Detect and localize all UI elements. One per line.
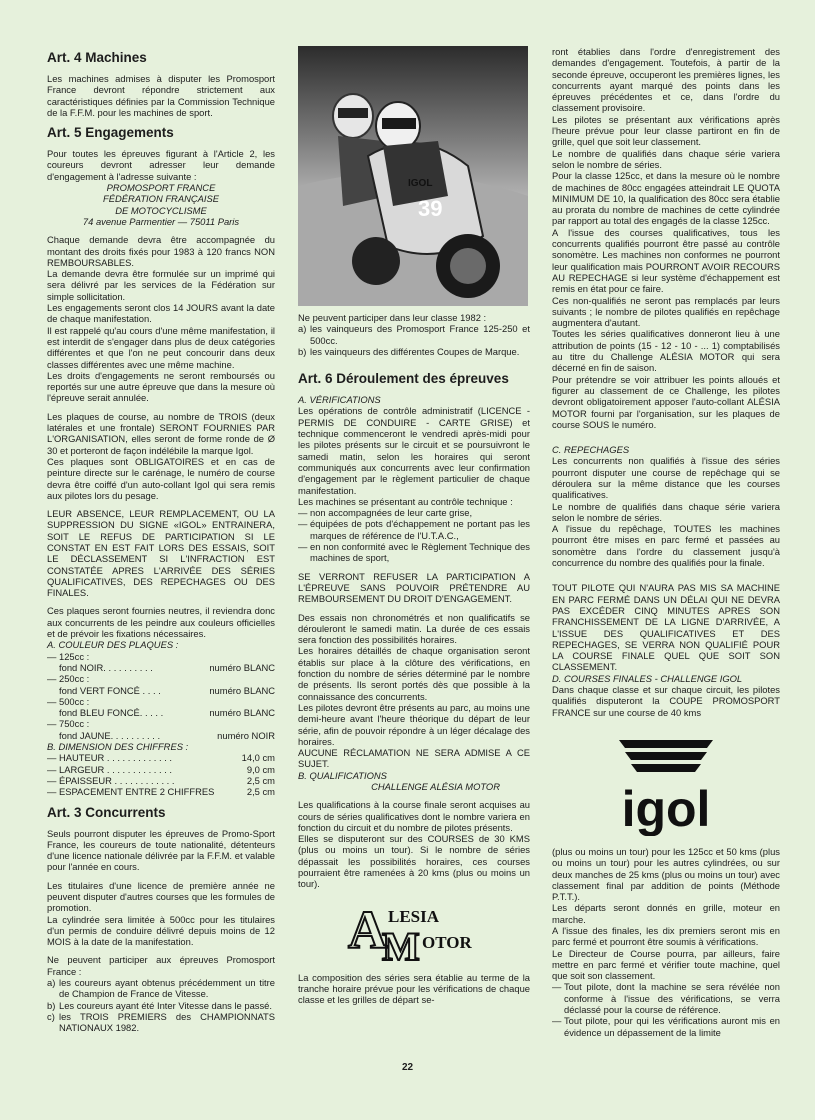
col3-c7: Toutes les séries qualificatives donneront lieu à une attribution de points (15 - 12 - 10 - ... 1) comptabilisés au titre du Challenge ALÉSIA MOTOR qui sera décerné en fin de saison. [552, 328, 780, 374]
art6-v2: Les machines se présentant au contrôle technique : [298, 495, 513, 507]
svg-text:igol: igol [621, 780, 711, 836]
art3-p2: Les titulaires d'une licence de première année ne peuvent disputer d'autres courses que les formules de promotion. [47, 879, 275, 914]
address-line: 74 avenue Parmentier — 75011 Paris [82, 215, 240, 227]
art6-q3: La composition des séries sera établie au terme de la tranche horaire prévue pour les vérifications de chaque classe et les grilles de départ se- [298, 971, 530, 1006]
dims-list [47, 752, 275, 797]
finals-list [552, 981, 780, 1037]
rep-title: C. REPECHAGES [552, 444, 630, 456]
dim-item: — HAUTEUR . . . . . . . . . . . . . 14,0 cm [47, 752, 275, 764]
col3-f3: Les départs seront donnés en grille, moteur en marche. [552, 902, 780, 925]
svg-text:OTOR: OTOR [422, 932, 472, 952]
col3-c5: A l'issue des courses qualificatives, tous les concurrents qualifiés pourront être passé au contrôle sonomètre. Les machines non conformes ne pourront leur qualification mais POURRONT AVOIR RECOURS AU REPECHAGE si leur système d'échappement est remis en état pour ce faire. [552, 226, 780, 295]
col3-c8: Pour prétendre se voir attribuer les points alloués et figurer au classement de ce Challenge, les pilotes devront obligatoirement apposer l'auto-collant ALÉSIA MOTOR fourni par l'organisation, sur les plaques de course SOUS le numéro. [552, 373, 780, 430]
list-item: b) Les coureurs ayant été Inter Vitesse dans le passé. [47, 999, 272, 1011]
col3-f1: Dans chaque classe et sur chaque circuit, les pilotes qualifiés disputeront la COUPE PROMOSPORT FRANCE sur une course de 40 kms [552, 684, 780, 718]
color-item: — 750cc : fond JAUNE. . . . . . . . . . numéro NOIR [47, 718, 275, 741]
art6-v5: Les horaires détaillés de chaque organisation seront établis sur place à la clôture des vérifications, en fonction du nombre de séries déterminé par le nombre de présents. Ils seront portés dès que possible à la connaissance des concurrents. [298, 645, 530, 702]
colors-list [47, 651, 275, 741]
col3-c4: Pour la classe 125cc, et dans la mesure où le nombre de machines de 80cc engagées atteindrait LE QUOTA MINIMUM DE 10, la qualification des 80cc sera établie au prorata du nombre de machines de cette cylindrée par rapport au total des engagés de la classe 125cc. [552, 170, 780, 227]
dim-item: — ESPACEMENT ENTRE 2 CHIFFRES 2,5 cm [47, 786, 275, 798]
list-item: — non accompagnées de leur carte grise, [298, 507, 473, 519]
racing-photo [298, 46, 528, 306]
col3-r3: A l'issue du repêchage, TOUTES les machines pourront être mises en parc fermé et passées au sonomètre dans l'ordre du classement jusqu'à concurrence du nombre des qualifiés pour la finale. [552, 523, 780, 569]
art3-p4: Ne peuvent participer aux épreuves Promosport France : [47, 954, 275, 977]
art5-intro: Pour toutes les épreuves figurant à l'Article 2, les coureurs devront adresser leur demande d'engagement à l'adresse suivante : [47, 148, 275, 182]
art5-p3: Les engagements seront clos 14 JOURS avant la date de chaque manifestation. [47, 302, 275, 325]
address-block [47, 182, 275, 227]
art6-v7: AUCUNE RÉCLAMATION NE SERA ADMISE A CE SUJET. [298, 747, 530, 770]
art6-v4: Des essais non chronométrés et non qualificatifs se dérouleront le samedi matin. La durée de ces essais sera fonction des possibilités horaires. [298, 611, 530, 646]
col3-r1: Les concurrents non qualifiés à l'issue des séries pourront disputer une course de repêchage qui se déroulera sur la même distance que les courses qualificatives. [552, 455, 780, 501]
color-item: — 250cc : fond VERT FONCÉ . . . . numéro BLANC [47, 673, 275, 696]
art6-v3: SE VERRONT REFUSER LA PARTICIPATION A L'ÉPREUVE SANS POUVOIR PRÉTENDRE AU REMBOURSEMENT DU DROIT D'ENGAGEMENT. [298, 570, 530, 605]
art5-heading: Art. 5 Engagements [47, 125, 174, 141]
list-item: c) les TROIS PREMIERS des CHAMPIONNATS NATIONAUX 1982. [47, 1010, 275, 1034]
art3-heading: Art. 3 Concurrents [47, 804, 166, 820]
col3-c1: ront établies dans l'ordre d'enregistrement des demandes d'engagement. Toutefois, à partir de la seconde épreuve, occuperont les premières lignes, les concurrents ayant marqué des points dans les épreuves précédentes et ce, dans l'ordre du classement provisoire. [552, 46, 780, 114]
art6-heading: Art. 6 Déroulement des épreuves [298, 371, 509, 387]
art5-p2: La demande devra être formulée sur un imprimé qui sera délivré par les services de la Fédération sur simple sollicitation. [47, 268, 275, 302]
column-left [47, 46, 275, 1034]
svg-text:LESIA: LESIA [388, 906, 440, 926]
address-line: DE MOTOCYCLISME [115, 204, 207, 216]
art4-text: Les machines admises à disputer les Promosport France devront répondre strictement aux caractéristiques définies par la Commission Technique de la F.F.M. pour les machines de sport. [47, 73, 275, 118]
art5-p9: Ces plaques seront fournies neutres, il reviendra donc aux concurrents de les peindre aux couleurs officielles et de prévoir les fixations nécessaires. [47, 605, 275, 640]
col3-f5: Le Directeur de Course pourra, par ailleurs, faire mettre en parc fermé et vérifier toute machine, quel que soit son classement. [552, 947, 780, 982]
col3-c2: Les pilotes se présentant aux vérifications après l'heure prévue pour leur classe partiront en fin de grille, quel que soit leur classement. [552, 113, 780, 148]
motorcycle-illustration [298, 46, 528, 306]
column-right [552, 46, 780, 1038]
col2-list [298, 323, 530, 357]
finals-title: D. COURSES FINALES - CHALLENGE IGOL [552, 672, 743, 684]
fairing-brand: IGOL [408, 178, 433, 189]
art6-v1: Les opérations de contrôle administratif (LICENCE - PERMIS DE CONDUIRE - CARTE GRISE) et technique commenceront le vendredi après-midi pour les pilotes présents sur le circuit et se poursuivront le samedi matin, selon les horaires qui seront communiqués aux concurrents avec leur confirmation d'engagement par le règlement particulier de chaque manifestation. [298, 405, 530, 496]
art6-q2: Elles se disputeront sur des COURSES de 30 KMS (plus ou moins un tour). Si le nombre de séries dépassait les possibilités horaires, ces courses pourraient être ramenées à 20 kms (plus ou moins un tour). [298, 833, 530, 890]
art3-p1: Seuls pourront disputer les épreuves de Promo-Sport France, les coureurs de toute nationalité, détenteurs d'une licence nationale délivrée par la F.F.M. et valable pour l'année en cours. [47, 827, 275, 873]
col3-c6: Ces non-qualifiés ne seront pas remplacés par leurs suivants ; le nombre de pilotes qualifiés en repêchage augmentera d'autant. [552, 294, 780, 329]
page-number: 22 [401, 1062, 414, 1073]
address-line: PROMOSPORT FRANCE [106, 182, 216, 194]
list-item: — Tout pilote, pour qui les vérifications auront mis en évidence un dépassement de la limite [552, 1015, 780, 1038]
art6-q1: Les qualifications à la course finale seront acquises au cours de séries qualificatives dont le nombre variera en fonction du circuit et du nombre de pilotes présents. [298, 799, 530, 833]
list-item: a) les coureurs ayant obtenus précédemment un titre de Champion de France de Vitesse. [47, 977, 275, 1000]
colors-title: A. COULEUR DES PLAQUES : [47, 639, 179, 651]
col3-r4: TOUT PILOTE QUI N'AURA PAS MIS SA MACHINE EN PARC FERMÉ DANS UN DÉLAI QUI NE DEVRA PAS EXCÉDER CINQ MINUTES APRES SON FRANCHISSEMENT DE LA LIGNE D'ARRIVÉE, A L'ISSUE DES QUALIFICATIVES ET DES REPECHAGES, SE VERRA NON QUALIFIÉ POUR LA COURSE FINALE QUEL QUE SOIT SON CLASSEMENT. [552, 582, 780, 673]
verif-list [298, 507, 530, 563]
qual-title: B. QUALIFICATIONS [298, 769, 387, 781]
igol-logo [611, 726, 721, 836]
art3-list [47, 977, 275, 1033]
list-item: a) les vainqueurs des Promosport France 125-250 et 500cc. [298, 323, 530, 346]
column-middle [298, 46, 530, 1006]
list-item: b) les vainqueurs des différentes Coupes de Marque. [298, 345, 520, 357]
svg-text:M: M [382, 923, 420, 962]
qual-subtitle: CHALLENGE ALÉSIA MOTOR [371, 780, 500, 792]
alesia-motor-logo [344, 900, 484, 962]
col2-intro: Ne peuvent participer dans leur classe 1982 : [298, 312, 487, 323]
dim-item: — LARGEUR . . . . . . . . . . . . . 9,0 cm [47, 763, 275, 775]
dims-title: B. DIMENSION DES CHIFFRES : [47, 741, 189, 753]
art5-p5: Les droits d'engagements ne seront remboursés ou reportés sur une autre épreuve que dans la mesure où l'épreuve serait annulée. [47, 369, 275, 404]
art5-p1: Chaque demande devra être accompagnée du montant des droits fixés pour 1983 à 120 francs NON REMBOURSABLES. [47, 234, 275, 268]
svg-text:A: A [348, 899, 387, 960]
art5-p8: LEUR ABSENCE, LEUR REMPLACEMENT, OU LA SUPPRESSION DU SIGNE «IGOL» ENTRAINERA, SOIT LE REFUS DE PARTICIPATION SI LE CONSTAT EN EST FAIT LORS DES ESSAIS, SOIT LE DÉCLASSEMENT SI L'INFRACTION EST CONSTATÉE APRES L'ARRIVÉE DES SÉRIES QUALIFICATIVES, DES REPECHAGES OU DES FINALES. [47, 508, 275, 599]
art5-p7: Ces plaques sont OBLIGATOIRES et en cas de peinture directe sur le carénage, le numéro de course devra être coiffé d'un auto-collant Igol qui sera remis aux pilotes lors du pesage. [47, 455, 275, 501]
col3-f2: (plus ou moins un tour) pour les 125cc et 50 kms (plus ou moins un tour) pour les autres cylindrées, ou sur deux manches de 25 kms (plus ou moins un tour) avec classement final par addition de points (Méthode P.T.T.). [552, 845, 780, 903]
address-line: FÉDÉRATION FRANÇAISE [103, 193, 219, 205]
list-item: — Tout pilote, dont la machine se sera révélée non conforme à l'issue des vérifications, se verra déclassé pour la course de référence. [552, 981, 780, 1016]
race-number: 39 [418, 196, 443, 221]
color-item: — 500cc : fond BLEU FONCÉ. . . . . numéro BLANC [47, 695, 275, 719]
art3-p3: La cylindrée sera limitée à 500cc pour les titulaires d'un permis de conduire délivré depuis moins de 12 MOIS à la date de la manifestation. [47, 913, 275, 948]
list-item: — en non conformité avec le Règlement Technique des machines de sport, [298, 541, 530, 564]
col3-r2: Le nombre de qualifiés dans chaque série variera selon le nombre de séries. [552, 500, 780, 523]
dim-item: — ÉPAISSEUR . . . . . . . . . . . . 2,5 cm [47, 774, 275, 786]
verif-title: A. VÉRIFICATIONS [298, 394, 381, 406]
list-item: — équipées de pots d'échappement ne portant pas les marques de référence de l'U.T.A.C., [298, 518, 530, 541]
color-item: — 125cc : fond NOIR. . . . . . . . . . numéro BLANC [47, 650, 275, 673]
art5-p4: Il est rappelé qu'au cours d'une même manifestation, il est interdit de s'engager dans plus de deux catégories différentes et que l'on ne peut concourir dans deux classes différentes avec une même machine. [47, 324, 275, 370]
art5-p6: Les plaques de course, au nombre de TROIS (deux latérales et une frontale) SERONT FOURNIES PAR L'ORGANISATION, elles seront de forme ronde de Ø 30 et porteront de façon indélébile la marque Igol. [47, 410, 275, 456]
col3-c3: Le nombre de qualifiés dans chaque série variera selon le nombre de séries. [552, 147, 780, 170]
art6-v6: Les pilotes devront être présents au parc, au moins une demi-heure avant l'heure théorique du départ de leur série, afin de pouvoir répondre à un léger décalage des horaires. [298, 701, 530, 747]
col3-f4: A l'issue des finales, les dix premiers seront mis en parc fermé et pourront être soumis à vérifications. [552, 925, 780, 948]
art4-heading: Art. 4 Machines [47, 50, 147, 65]
